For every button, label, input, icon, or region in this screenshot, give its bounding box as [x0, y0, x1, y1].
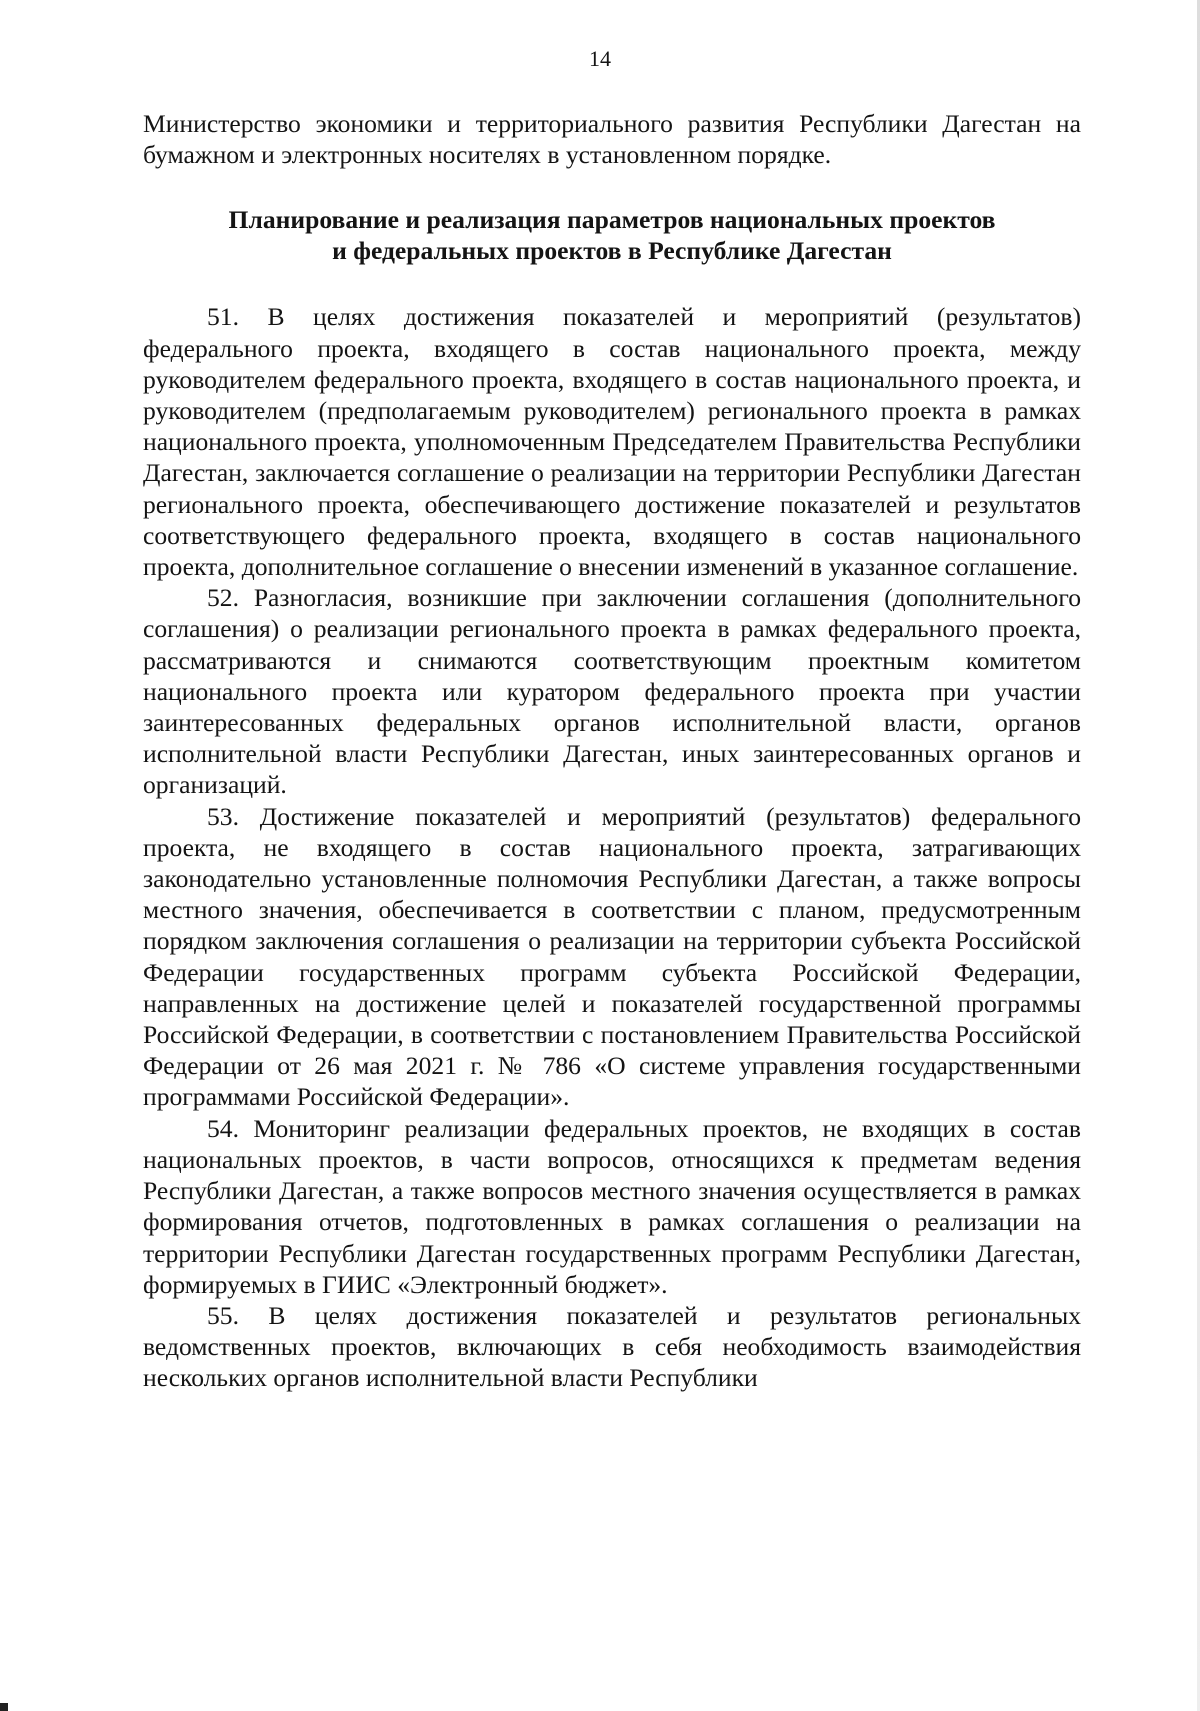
intro-paragraph: Министерство экономики и территориального развития Республики Дагестан на бумажном и электронных носителях в установленном порядке.: [143, 109, 1081, 170]
section-heading-line-2: и федеральных проектов в Республике Дагестан: [332, 236, 892, 266]
section-heading: [143, 204, 1081, 266]
page-number: 14: [589, 46, 611, 71]
document-body: [143, 108, 1081, 1394]
section-heading-line-1: Планирование и реализация параметров национальных проектов: [228, 205, 996, 235]
paragraph-52: 52. Разногласия, возникшие при заключении соглашения (дополнительного соглашения) о реализации регионального проекта в рамках федерального проекта, рассматриваются и снимаются соответствующим проектным комитетом национального проекта или куратором федерального проекта при участии заинтересованных федеральных органов исполнительной власти, органов исполнительной власти Республики Дагестан, иных заинтересованных органов и организаций.: [143, 583, 1081, 800]
paragraph-55: 55. В целях достижения показателей и результатов региональных ведомственных проектов, включающих в себя необходимость взаимодействия нескольких органов исполнительной власти Республики: [143, 1300, 1081, 1393]
paragraph-51: 51. В целях достижения показателей и мероприятий (результатов) федерального проекта, входящего в состав национального проекта, между руководителем федерального проекта, входящего в состав национального проекта, и руководителем (предполагаемым руководителем) регионального проекта в рамках национального проекта, уполномоченным Председателем Правительства Республики Дагестан, заключается соглашение о реализации на территории Республики Дагестан регионального проекта, обеспечивающего достижение показателей и результатов соответствующего федерального проекта, входящего в состав национального проекта, дополнительное соглашение о внесении изменений в указанное соглашение.: [143, 302, 1081, 582]
paragraph-53: 53. Достижение показателей и мероприятий (результатов) федерального проекта, не входящего в состав национального проекта, затрагивающих законодательно установленные полномочия Республики Дагестан, а также вопросы местного значения, обеспечивается в соответствии с планом, предусмотренным порядком заключения соглашения о реализации на территории субъекта Российской Федерации государственных программ субъекта Российской Федерации, направленных на достижение целей и показателей государственной программы Российской Федерации, в соответствии с постановлением Правительства Российской Федерации от 26 мая 2021 г. № 786 «О системе управления государственными программами Российской Федерации».: [143, 801, 1081, 1112]
scan-corner-mark: [0, 1703, 8, 1711]
paragraph-54: 54. Мониторинг реализации федеральных проектов, не входящих в состав национальных проектов, в части вопросов, относящихся к предметам ведения Республики Дагестан, а также вопросов местного значения осуществляется в рамках формирования отчетов, подготовленных в рамках соглашения о реализации на территории Республики Дагестан государственных программ Республики Дагестан, формируемых в ГИИС «Электронный бюджет».: [143, 1113, 1081, 1299]
